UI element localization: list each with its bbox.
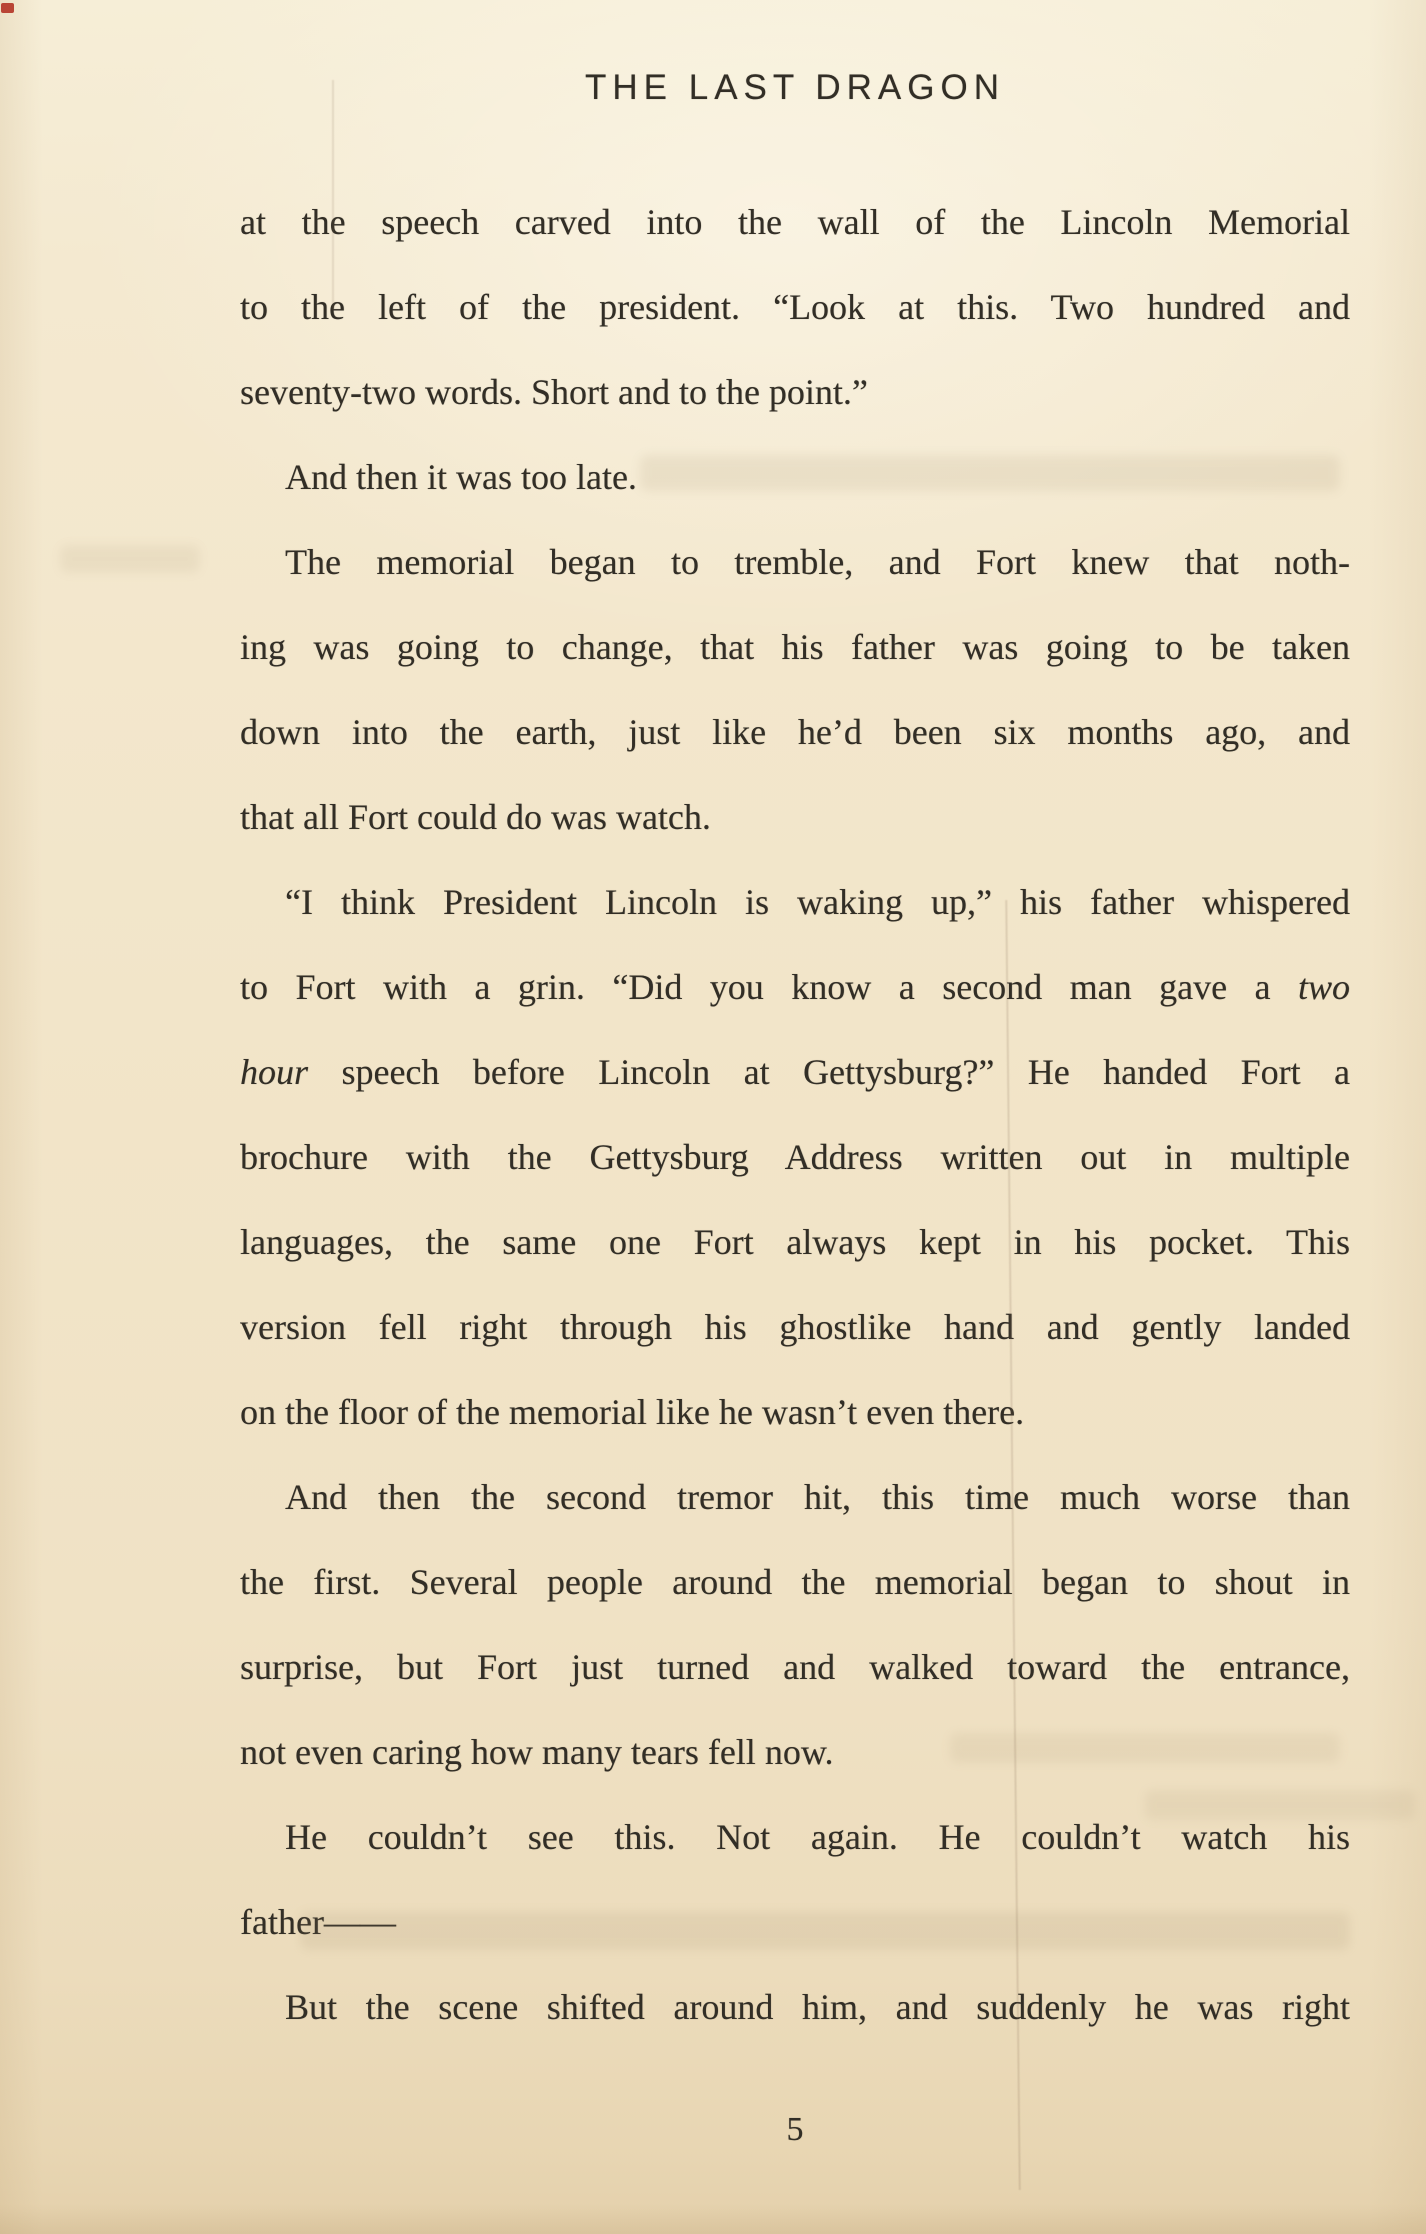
body-line: [240, 1455, 1350, 1540]
body-line: [240, 180, 1350, 265]
text-run: at the speech carved into the wall of the Lincoln Memorial: [240, 202, 1350, 242]
text-run: brochure with the Gettysburg Address written out in multiple: [240, 1137, 1350, 1177]
text-run: And then the second tremor hit, this time much worse than: [285, 1477, 1350, 1517]
body-line: [240, 775, 1350, 860]
body-line: [240, 1285, 1350, 1370]
italic-text-run: two: [1297, 967, 1350, 1007]
text-run: But the scene shifted around him, and suddenly he was right: [285, 1987, 1350, 2027]
text-run: seventy-two words. Short and to the point.”: [240, 372, 868, 412]
body-line: [240, 945, 1350, 1030]
body-line: [240, 1880, 1350, 1965]
text-run: languages, the same one Fort always kept in his pocket. This: [240, 1222, 1350, 1262]
body-text: [240, 180, 1350, 2050]
body-line: [240, 1370, 1350, 1455]
text-run: father——: [240, 1902, 396, 1942]
text-run: ing was going to change, that his father was going to be taken: [240, 627, 1350, 667]
text-run: the first. Several people around the memorial began to shout in: [240, 1562, 1350, 1602]
body-line: [240, 350, 1350, 435]
body-line: [240, 690, 1350, 775]
text-run: down into the earth, just like he’d been six months ago, and: [240, 712, 1350, 752]
running-header: THE LAST DRAGON: [585, 68, 1005, 107]
body-line: [240, 265, 1350, 350]
text-run: on the floor of the memorial like he wasn’t even there.: [240, 1392, 1025, 1432]
body-line: [240, 520, 1350, 605]
body-line: [240, 1795, 1350, 1880]
text-run: that all Fort could do was watch.: [240, 797, 711, 837]
body-line: [240, 435, 1350, 520]
text-run: And then it was too late.: [285, 457, 637, 497]
body-line: [240, 1965, 1350, 2050]
bleed-through-smudge: [60, 545, 200, 573]
red-ink-speck: [1, 3, 14, 13]
text-run: He couldn’t see this. Not again. He couldn’t watch his: [285, 1817, 1350, 1857]
body-line: [240, 1115, 1350, 1200]
text-run: to the left of the president. “Look at this. Two hundred and: [240, 287, 1350, 327]
text-run: “I think President Lincoln is waking up,” his father whispered: [285, 882, 1350, 922]
body-line: [240, 860, 1350, 945]
body-line: [240, 1710, 1350, 1795]
text-run: speech before Lincoln at Gettysburg?” He handed Fort a: [308, 1052, 1350, 1092]
text-run: version fell right through his ghostlike hand and gently landed: [240, 1307, 1350, 1347]
body-line: [240, 1625, 1350, 1710]
body-line: [240, 1200, 1350, 1285]
text-run: surprise, but Fort just turned and walked toward the entrance,: [240, 1647, 1350, 1687]
body-line: [240, 605, 1350, 690]
text-run: The memorial began to tremble, and Fort knew that noth-: [285, 542, 1350, 582]
italic-text-run: hour: [240, 1052, 309, 1092]
text-run: not even caring how many tears fell now.: [240, 1732, 834, 1772]
body-line: [240, 1030, 1350, 1115]
body-line: [240, 1540, 1350, 1625]
page-number: 5: [786, 2111, 804, 2148]
text-run: to Fort with a grin. “Did you know a second man gave a: [240, 967, 1298, 1007]
page-edge-shading: [0, 2204, 1426, 2234]
